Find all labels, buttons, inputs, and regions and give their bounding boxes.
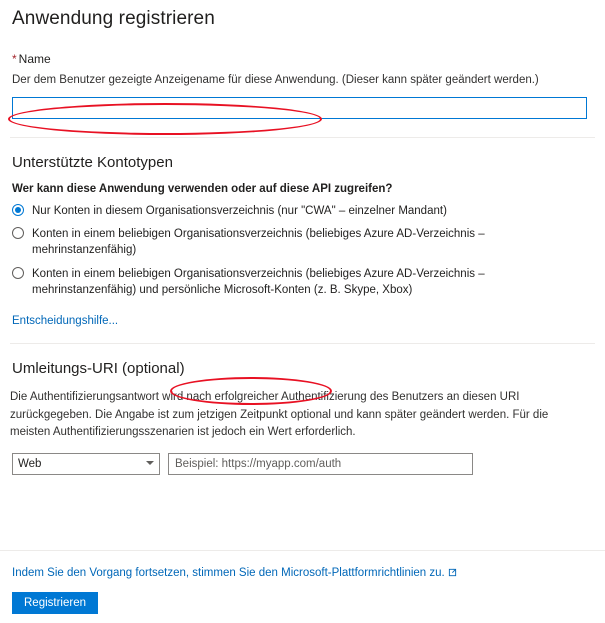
radio-label-multi-tenant-personal: Konten in einem beliebigen Organisationsverzeichnis (beliebiges Azure AD-Verzeichnis – mehrinstanzenfähig) und persönliche Microsoft-Konten (z. B. Skype, Xbox) — [32, 267, 485, 296]
redirect-uri-heading: Umleitungs-URI (optional) — [12, 360, 185, 378]
name-label — [12, 52, 595, 66]
redirect-uri-input[interactable] — [168, 453, 473, 475]
name-description: Der dem Benutzer gezeigte Anzeigename für diese Anwendung. (Dieser kann später geändert werden.) — [12, 74, 539, 86]
page-title: Anwendung registrieren — [12, 8, 215, 29]
register-button[interactable]: Registrieren — [12, 592, 98, 614]
redirect-uri-description: Die Authentifizierungsantwort wird nach erfolgreicher Authentifizierung des Benutzers an diesen URI zurückgegeben. Die Angabe ist zum jetzigen Zeitpunkt optional und kann später geändert werden. Für die meisten Authentifizierungsszenarien ist jedoch ein Wert erforderlich. — [10, 391, 549, 438]
radio-icon-multi-tenant-personal[interactable] — [12, 267, 24, 279]
account-types-question: Wer kann diese Anwendung verwenden oder auf diese API zugreifen? — [12, 182, 393, 195]
platform-select-wrap[interactable] — [12, 453, 160, 475]
name-label-text: Name — [18, 52, 51, 66]
radio-icon-single-tenant[interactable] — [12, 204, 24, 216]
name-field-group — [10, 52, 595, 119]
radio-option-multi-tenant[interactable] — [12, 226, 595, 259]
radio-option-single-tenant[interactable] — [12, 203, 595, 219]
account-types-section — [10, 154, 595, 328]
required-asterisk: * — [12, 52, 17, 66]
redirect-uri-section — [10, 360, 595, 475]
platform-select[interactable] — [12, 453, 160, 475]
radio-option-multi-tenant-personal[interactable] — [12, 266, 595, 299]
platform-policies-link[interactable]: Indem Sie den Vorgang fortsetzen, stimmen Sie den Microsoft-Plattformrichtlinien zu. — [12, 567, 445, 579]
redirect-uri-row — [12, 453, 595, 475]
radio-label-single-tenant: Nur Konten in diesem Organisationsverzeichnis (nur "CWA" – einzelner Mandant) — [32, 204, 447, 217]
footer-bar — [0, 550, 605, 623]
decision-help-link[interactable]: Entscheidungshilfe... — [12, 315, 119, 328]
divider-2 — [10, 343, 595, 344]
name-input[interactable] — [12, 97, 587, 119]
divider-1 — [10, 137, 595, 138]
register-application-page — [0, 8, 605, 623]
radio-label-multi-tenant: Konten in einem beliebigen Organisationsverzeichnis (beliebiges Azure AD-Verzeichnis – mehrinstanzenfähig) — [32, 228, 485, 257]
account-types-heading: Unterstützte Kontotypen — [12, 153, 173, 171]
consent-text — [12, 567, 457, 580]
radio-icon-multi-tenant[interactable] — [12, 227, 24, 239]
external-link-icon — [448, 568, 457, 580]
